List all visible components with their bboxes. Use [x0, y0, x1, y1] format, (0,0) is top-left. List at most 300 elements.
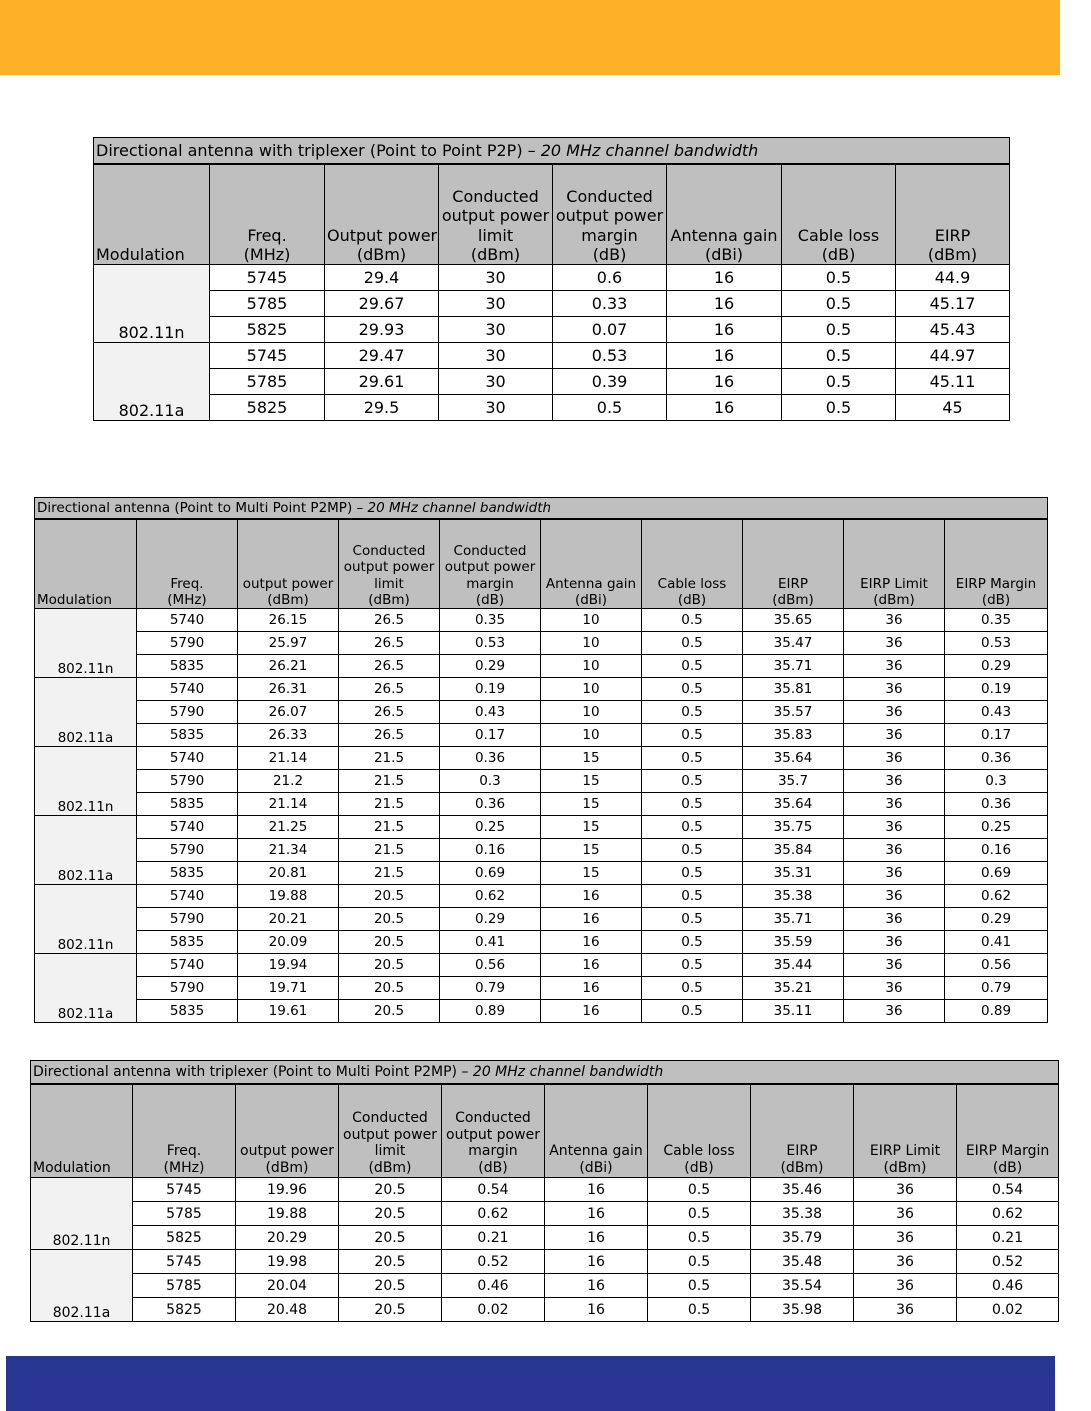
table-cell: 5745 [210, 343, 325, 369]
table-cell: 0.5 [782, 343, 896, 369]
table-cell: 0.52 [957, 1250, 1059, 1274]
table-row [35, 678, 1048, 701]
table-cell: 5745 [210, 265, 325, 291]
table-cell: 0.54 [442, 1178, 545, 1202]
table-cell: 15 [541, 862, 642, 885]
column-header-line: Conducted [452, 187, 539, 207]
table-cell: 0.25 [945, 816, 1048, 839]
column-header-line: Output power [327, 225, 438, 245]
table-cell: 0.43 [945, 701, 1048, 724]
column-header [35, 519, 137, 609]
table-cell: 35.31 [743, 862, 844, 885]
table-cell: 20.09 [238, 931, 339, 954]
table-cell: 35.64 [743, 747, 844, 770]
column-header-line: EIRP [777, 575, 809, 592]
table-cell: 5825 [210, 395, 325, 421]
table-cell: 21.5 [339, 839, 440, 862]
column-header [440, 519, 541, 609]
table-cell: 0.5 [642, 701, 743, 724]
table-row [35, 655, 1048, 678]
column-header-line: EIRP Margin [955, 575, 1037, 592]
table-cell: 30 [439, 369, 553, 395]
table-cell: 0.5 [642, 954, 743, 977]
table-title-text: Directional antenna (Point to Multi Point P2MP) – [37, 500, 368, 516]
table-cell: 0.3 [945, 770, 1048, 793]
column-header-line: output power [240, 1143, 334, 1160]
header-row [35, 519, 1048, 609]
table-cell: 0.53 [440, 632, 541, 655]
table-row [35, 816, 1048, 839]
table-cell: 21.5 [339, 862, 440, 885]
table-cell: 36 [844, 701, 945, 724]
title-row [35, 498, 1048, 520]
table-cell: 0.39 [553, 369, 667, 395]
table-cell: 5825 [210, 317, 325, 343]
column-header-line: output power [441, 206, 550, 226]
table-cell: 0.17 [945, 724, 1048, 747]
table-cell: 0.69 [440, 862, 541, 885]
column-header [648, 1084, 751, 1178]
table-cell: 35.54 [751, 1274, 854, 1298]
table-cell: 19.94 [238, 954, 339, 977]
table-cell: 0.41 [945, 931, 1048, 954]
table-cell: 0.02 [957, 1298, 1059, 1322]
table-cell: 21.34 [238, 839, 339, 862]
column-header-line: (dBm) [356, 244, 407, 264]
top-banner [0, 0, 1060, 75]
table-title [94, 138, 1010, 165]
column-header-line: (dB) [992, 1160, 1023, 1177]
table-cell: 0.5 [642, 1000, 743, 1023]
table-cell: 0.5 [648, 1250, 751, 1274]
table-row [35, 609, 1048, 632]
table-cell: 0.16 [945, 839, 1048, 862]
column-header-line: (MHz) [167, 591, 207, 608]
table-cell: 5740 [137, 747, 238, 770]
table-cell: 36 [844, 655, 945, 678]
column-header-line: Modulation [33, 1160, 111, 1177]
table-cell: 5835 [137, 862, 238, 885]
table-cell: 21.5 [339, 747, 440, 770]
table-cell: 5790 [137, 632, 238, 655]
table-cell: 16 [667, 317, 782, 343]
table-title-bandwidth: 20 MHz channel bandwidth [540, 141, 759, 160]
table-cell: 0.53 [945, 632, 1048, 655]
column-header-line: (dBm) [470, 244, 521, 264]
column-header [94, 164, 210, 265]
table-cell: 0.5 [782, 369, 896, 395]
column-header-line: EIRP [786, 1143, 818, 1160]
column-header-line: limit [374, 575, 404, 592]
table-cell: 35.47 [743, 632, 844, 655]
table-cell: 0.5 [642, 839, 743, 862]
table-cell: 5790 [137, 908, 238, 931]
table-cell: 20.5 [339, 1178, 442, 1202]
column-header-line: (dBm) [368, 1160, 412, 1177]
table-cell: 0.62 [957, 1202, 1059, 1226]
table-cell: 5785 [210, 291, 325, 317]
table-cell: 20.5 [339, 1250, 442, 1274]
table-title-text: Directional antenna with triplexer (Point to Point P2P) – [96, 141, 541, 160]
column-header-line: (dBi) [574, 591, 608, 608]
table-cell: 0.21 [957, 1226, 1059, 1250]
table-cell: 21.5 [339, 770, 440, 793]
table-cell: 5740 [137, 954, 238, 977]
column-header [133, 1084, 236, 1178]
column-header [642, 519, 743, 609]
table-cell: 0.19 [440, 678, 541, 701]
column-header [31, 1084, 133, 1178]
table-cell: 0.5 [648, 1226, 751, 1250]
column-header-line: output power [343, 1126, 437, 1143]
table-cell: 0.5 [642, 678, 743, 701]
table-cell: 36 [844, 632, 945, 655]
table-cell: 15 [541, 793, 642, 816]
column-header-line: limit [374, 1143, 406, 1160]
table-cell: 0.35 [945, 609, 1048, 632]
table-cell: 16 [545, 1250, 648, 1274]
table-title-text: Directional antenna with triplexer (Point to Multi Point P2MP) – [33, 1064, 473, 1080]
table-cell: 0.5 [642, 977, 743, 1000]
table-cell: 30 [439, 317, 553, 343]
column-header-line: (dBm) [883, 1160, 927, 1177]
column-header-line: Conducted [566, 187, 653, 207]
table-cell: 36 [844, 931, 945, 954]
table-cell: 16 [667, 291, 782, 317]
table-cell: 16 [545, 1226, 648, 1250]
table-cell: 0.5 [642, 931, 743, 954]
table-row [35, 701, 1048, 724]
table-cell: 10 [541, 655, 642, 678]
table-cell: 29.4 [325, 265, 439, 291]
modulation-cell: 802.11a [31, 1250, 133, 1322]
column-header [439, 164, 553, 265]
table-cell: 36 [844, 908, 945, 931]
table-cell: 44.97 [896, 343, 1010, 369]
column-header-line: EIRP Limit [869, 1143, 941, 1160]
table-cell: 20.5 [339, 977, 440, 1000]
column-header [743, 519, 844, 609]
table-cell: 0.54 [957, 1178, 1059, 1202]
table-cell: 20.5 [339, 1202, 442, 1226]
table-cell: 36 [854, 1250, 957, 1274]
table-cell: 10 [541, 701, 642, 724]
column-header [541, 519, 642, 609]
table-cell: 36 [854, 1202, 957, 1226]
table-cell: 35.65 [743, 609, 844, 632]
table-cell: 35.57 [743, 701, 844, 724]
table-cell: 36 [844, 839, 945, 862]
column-header-line: (dBm) [873, 591, 915, 608]
table-cell: 26.15 [238, 609, 339, 632]
table-cell: 35.59 [743, 931, 844, 954]
table-row [94, 317, 1010, 343]
title-row [31, 1061, 1059, 1085]
table-cell: 5740 [137, 816, 238, 839]
table-cell: 35.79 [751, 1226, 854, 1250]
column-header [339, 519, 440, 609]
table-cell: 16 [541, 931, 642, 954]
column-header [751, 1084, 854, 1178]
column-header-line: (dBm) [368, 591, 410, 608]
table-cell: 36 [854, 1298, 957, 1322]
column-header-line: output power [555, 206, 664, 226]
table-row [35, 793, 1048, 816]
column-header-line: (MHz) [163, 1160, 205, 1177]
column-header-line: output power [446, 1126, 540, 1143]
table-row [35, 977, 1048, 1000]
table-cell: 5785 [210, 369, 325, 395]
column-header-line: (dBm) [267, 591, 309, 608]
table-cell: 20.5 [339, 1000, 440, 1023]
table-row [94, 369, 1010, 395]
table-cell: 21.14 [238, 793, 339, 816]
column-header-line: Freq. [247, 225, 287, 245]
table-cell: 30 [439, 343, 553, 369]
table-cell: 0.62 [945, 885, 1048, 908]
table-row [35, 724, 1048, 747]
column-header-line: (dB) [478, 1160, 508, 1177]
table-cell: 10 [541, 678, 642, 701]
table-cell: 16 [667, 265, 782, 291]
column-header-line: (dB) [684, 1160, 714, 1177]
table-cell: 5790 [137, 701, 238, 724]
table-cell: 29.5 [325, 395, 439, 421]
column-header-line: Antenna gain [670, 225, 778, 245]
p2mp-directional-table [34, 497, 1048, 1023]
table-cell: 26.07 [238, 701, 339, 724]
table-cell: 20.5 [339, 931, 440, 954]
table-cell: 5825 [133, 1298, 236, 1322]
table-cell: 0.46 [442, 1274, 545, 1298]
column-header [339, 1084, 442, 1178]
table-cell: 20.5 [339, 1226, 442, 1250]
table-cell: 0.5 [642, 862, 743, 885]
table-cell: 36 [854, 1274, 957, 1298]
table-cell: 20.5 [339, 885, 440, 908]
table-cell: 5785 [133, 1202, 236, 1226]
table-cell: 0.56 [945, 954, 1048, 977]
column-header [137, 519, 238, 609]
table-cell: 0.35 [440, 609, 541, 632]
table-cell: 0.16 [440, 839, 541, 862]
table-title-bandwidth: 20 MHz channel bandwidth [472, 1064, 664, 1080]
table-cell: 0.56 [440, 954, 541, 977]
modulation-cell: 802.11a [35, 954, 137, 1023]
table-cell: 16 [667, 395, 782, 421]
column-header-line: (dBi) [704, 244, 744, 264]
table-cell: 0.02 [442, 1298, 545, 1322]
table-cell: 36 [844, 954, 945, 977]
table-cell: 0.25 [440, 816, 541, 839]
table-cell: 16 [667, 343, 782, 369]
table-row [94, 265, 1010, 291]
table-cell: 16 [667, 369, 782, 395]
table-cell: 36 [844, 609, 945, 632]
column-header [325, 164, 439, 265]
table-cell: 5790 [137, 977, 238, 1000]
table-cell: 0.5 [648, 1274, 751, 1298]
table-cell: 0.5 [642, 885, 743, 908]
table-cell: 0.5 [642, 793, 743, 816]
table-row [31, 1226, 1059, 1250]
table-cell: 20.04 [236, 1274, 339, 1298]
table-cell: 36 [844, 1000, 945, 1023]
table-cell: 0.5 [648, 1202, 751, 1226]
column-header-line: margin [581, 225, 638, 245]
table-cell: 0.62 [442, 1202, 545, 1226]
column-header [442, 1084, 545, 1178]
table-cell: 0.36 [440, 793, 541, 816]
column-header-line: Modulation [37, 591, 112, 608]
column-header-line: margin [468, 1143, 518, 1160]
table-row [35, 747, 1048, 770]
table-row [35, 908, 1048, 931]
table-cell: 0.07 [553, 317, 667, 343]
table-cell: 36 [844, 862, 945, 885]
column-header [553, 164, 667, 265]
table-row [35, 839, 1048, 862]
column-header-line: Cable loss [657, 575, 727, 592]
table-row [35, 770, 1048, 793]
table-cell: 35.38 [743, 885, 844, 908]
table-cell: 35.84 [743, 839, 844, 862]
table-cell: 20.5 [339, 1274, 442, 1298]
table-cell: 5835 [137, 724, 238, 747]
column-header [957, 1084, 1059, 1178]
table-cell: 16 [541, 885, 642, 908]
table-cell: 45.11 [896, 369, 1010, 395]
table-cell: 21.25 [238, 816, 339, 839]
column-header-line: Conducted [453, 543, 527, 560]
table-cell: 36 [844, 885, 945, 908]
table-cell: 0.79 [945, 977, 1048, 1000]
column-header [238, 519, 339, 609]
table-cell: 45.17 [896, 291, 1010, 317]
column-header-line: (dBm) [772, 591, 814, 608]
table-row [94, 395, 1010, 421]
table-cell: 35.64 [743, 793, 844, 816]
table-cell: 30 [439, 395, 553, 421]
table-cell: 5835 [137, 931, 238, 954]
table-cell: 20.5 [339, 908, 440, 931]
table-cell: 0.21 [442, 1226, 545, 1250]
table-cell: 35.44 [743, 954, 844, 977]
table-cell: 16 [541, 908, 642, 931]
table-cell: 0.46 [957, 1274, 1059, 1298]
table-cell: 5790 [137, 839, 238, 862]
table-cell: 0.5 [782, 395, 896, 421]
p2p-triplexer-table [93, 137, 1010, 421]
table-cell: 0.5 [642, 724, 743, 747]
table-cell: 10 [541, 609, 642, 632]
column-header-line: (dBm) [265, 1160, 309, 1177]
column-header-line: (dB) [981, 591, 1011, 608]
title-row [94, 138, 1010, 165]
table-cell: 20.81 [238, 862, 339, 885]
column-header [545, 1084, 648, 1178]
table-cell: 26.5 [339, 632, 440, 655]
column-header-line: EIRP Margin [965, 1143, 1050, 1160]
table-cell: 35.46 [751, 1178, 854, 1202]
table-cell: 5785 [133, 1274, 236, 1298]
table-row [35, 931, 1048, 954]
table-cell: 36 [844, 678, 945, 701]
table-cell: 21.5 [339, 793, 440, 816]
table-cell: 5790 [137, 770, 238, 793]
table-cell: 0.5 [642, 770, 743, 793]
table-cell: 0.5 [553, 395, 667, 421]
table-cell: 21.14 [238, 747, 339, 770]
table-cell: 36 [844, 977, 945, 1000]
table-cell: 21.2 [238, 770, 339, 793]
modulation-cell: 802.11n [35, 609, 137, 678]
column-header-line: (dB) [821, 244, 856, 264]
table-cell: 0.5 [782, 265, 896, 291]
table-cell: 0.52 [442, 1250, 545, 1274]
table-cell: 26.33 [238, 724, 339, 747]
column-header-line: Antenna gain [549, 1143, 643, 1160]
table-cell: 15 [541, 770, 642, 793]
table-cell: 26.5 [339, 609, 440, 632]
table-cell: 16 [541, 977, 642, 1000]
modulation-cell: 802.11a [94, 343, 210, 421]
table-cell: 0.5 [642, 908, 743, 931]
table-cell: 0.43 [440, 701, 541, 724]
table-cell: 0.29 [945, 908, 1048, 931]
table-cell: 0.36 [945, 747, 1048, 770]
column-header-line: Modulation [96, 244, 185, 264]
modulation-cell: 802.11a [35, 678, 137, 747]
header-row [94, 164, 1010, 265]
table-cell: 35.71 [743, 908, 844, 931]
table-row [35, 1000, 1048, 1023]
table-cell: 16 [541, 1000, 642, 1023]
table-cell: 26.21 [238, 655, 339, 678]
table-cell: 15 [541, 816, 642, 839]
table-cell: 0.41 [440, 931, 541, 954]
modulation-cell: 802.11n [35, 747, 137, 816]
table-cell: 21.5 [339, 816, 440, 839]
table-cell: 0.5 [782, 317, 896, 343]
table-cell: 0.5 [642, 632, 743, 655]
table-cell: 0.19 [945, 678, 1048, 701]
column-header [236, 1084, 339, 1178]
table-cell: 0.33 [553, 291, 667, 317]
table-cell: 20.48 [236, 1298, 339, 1322]
table-cell: 0.36 [440, 747, 541, 770]
table-cell: 30 [439, 291, 553, 317]
table-row [94, 291, 1010, 317]
table-cell: 0.6 [553, 265, 667, 291]
column-header-line: output power [343, 559, 435, 576]
table-cell: 19.88 [238, 885, 339, 908]
table-cell: 5740 [137, 678, 238, 701]
table-cell: 0.5 [642, 747, 743, 770]
table-cell: 0.5 [642, 655, 743, 678]
table-cell: 0.69 [945, 862, 1048, 885]
table-cell: 0.29 [440, 655, 541, 678]
table-row [94, 343, 1010, 369]
column-header-line: limit [477, 225, 514, 245]
column-header-line: (MHz) [243, 244, 291, 264]
table-cell: 36 [844, 793, 945, 816]
table-cell: 26.5 [339, 724, 440, 747]
p2mp-triplexer-table [30, 1060, 1059, 1322]
table-cell: 5825 [133, 1226, 236, 1250]
column-header-line: Conducted [352, 543, 426, 560]
table-cell: 5835 [137, 793, 238, 816]
